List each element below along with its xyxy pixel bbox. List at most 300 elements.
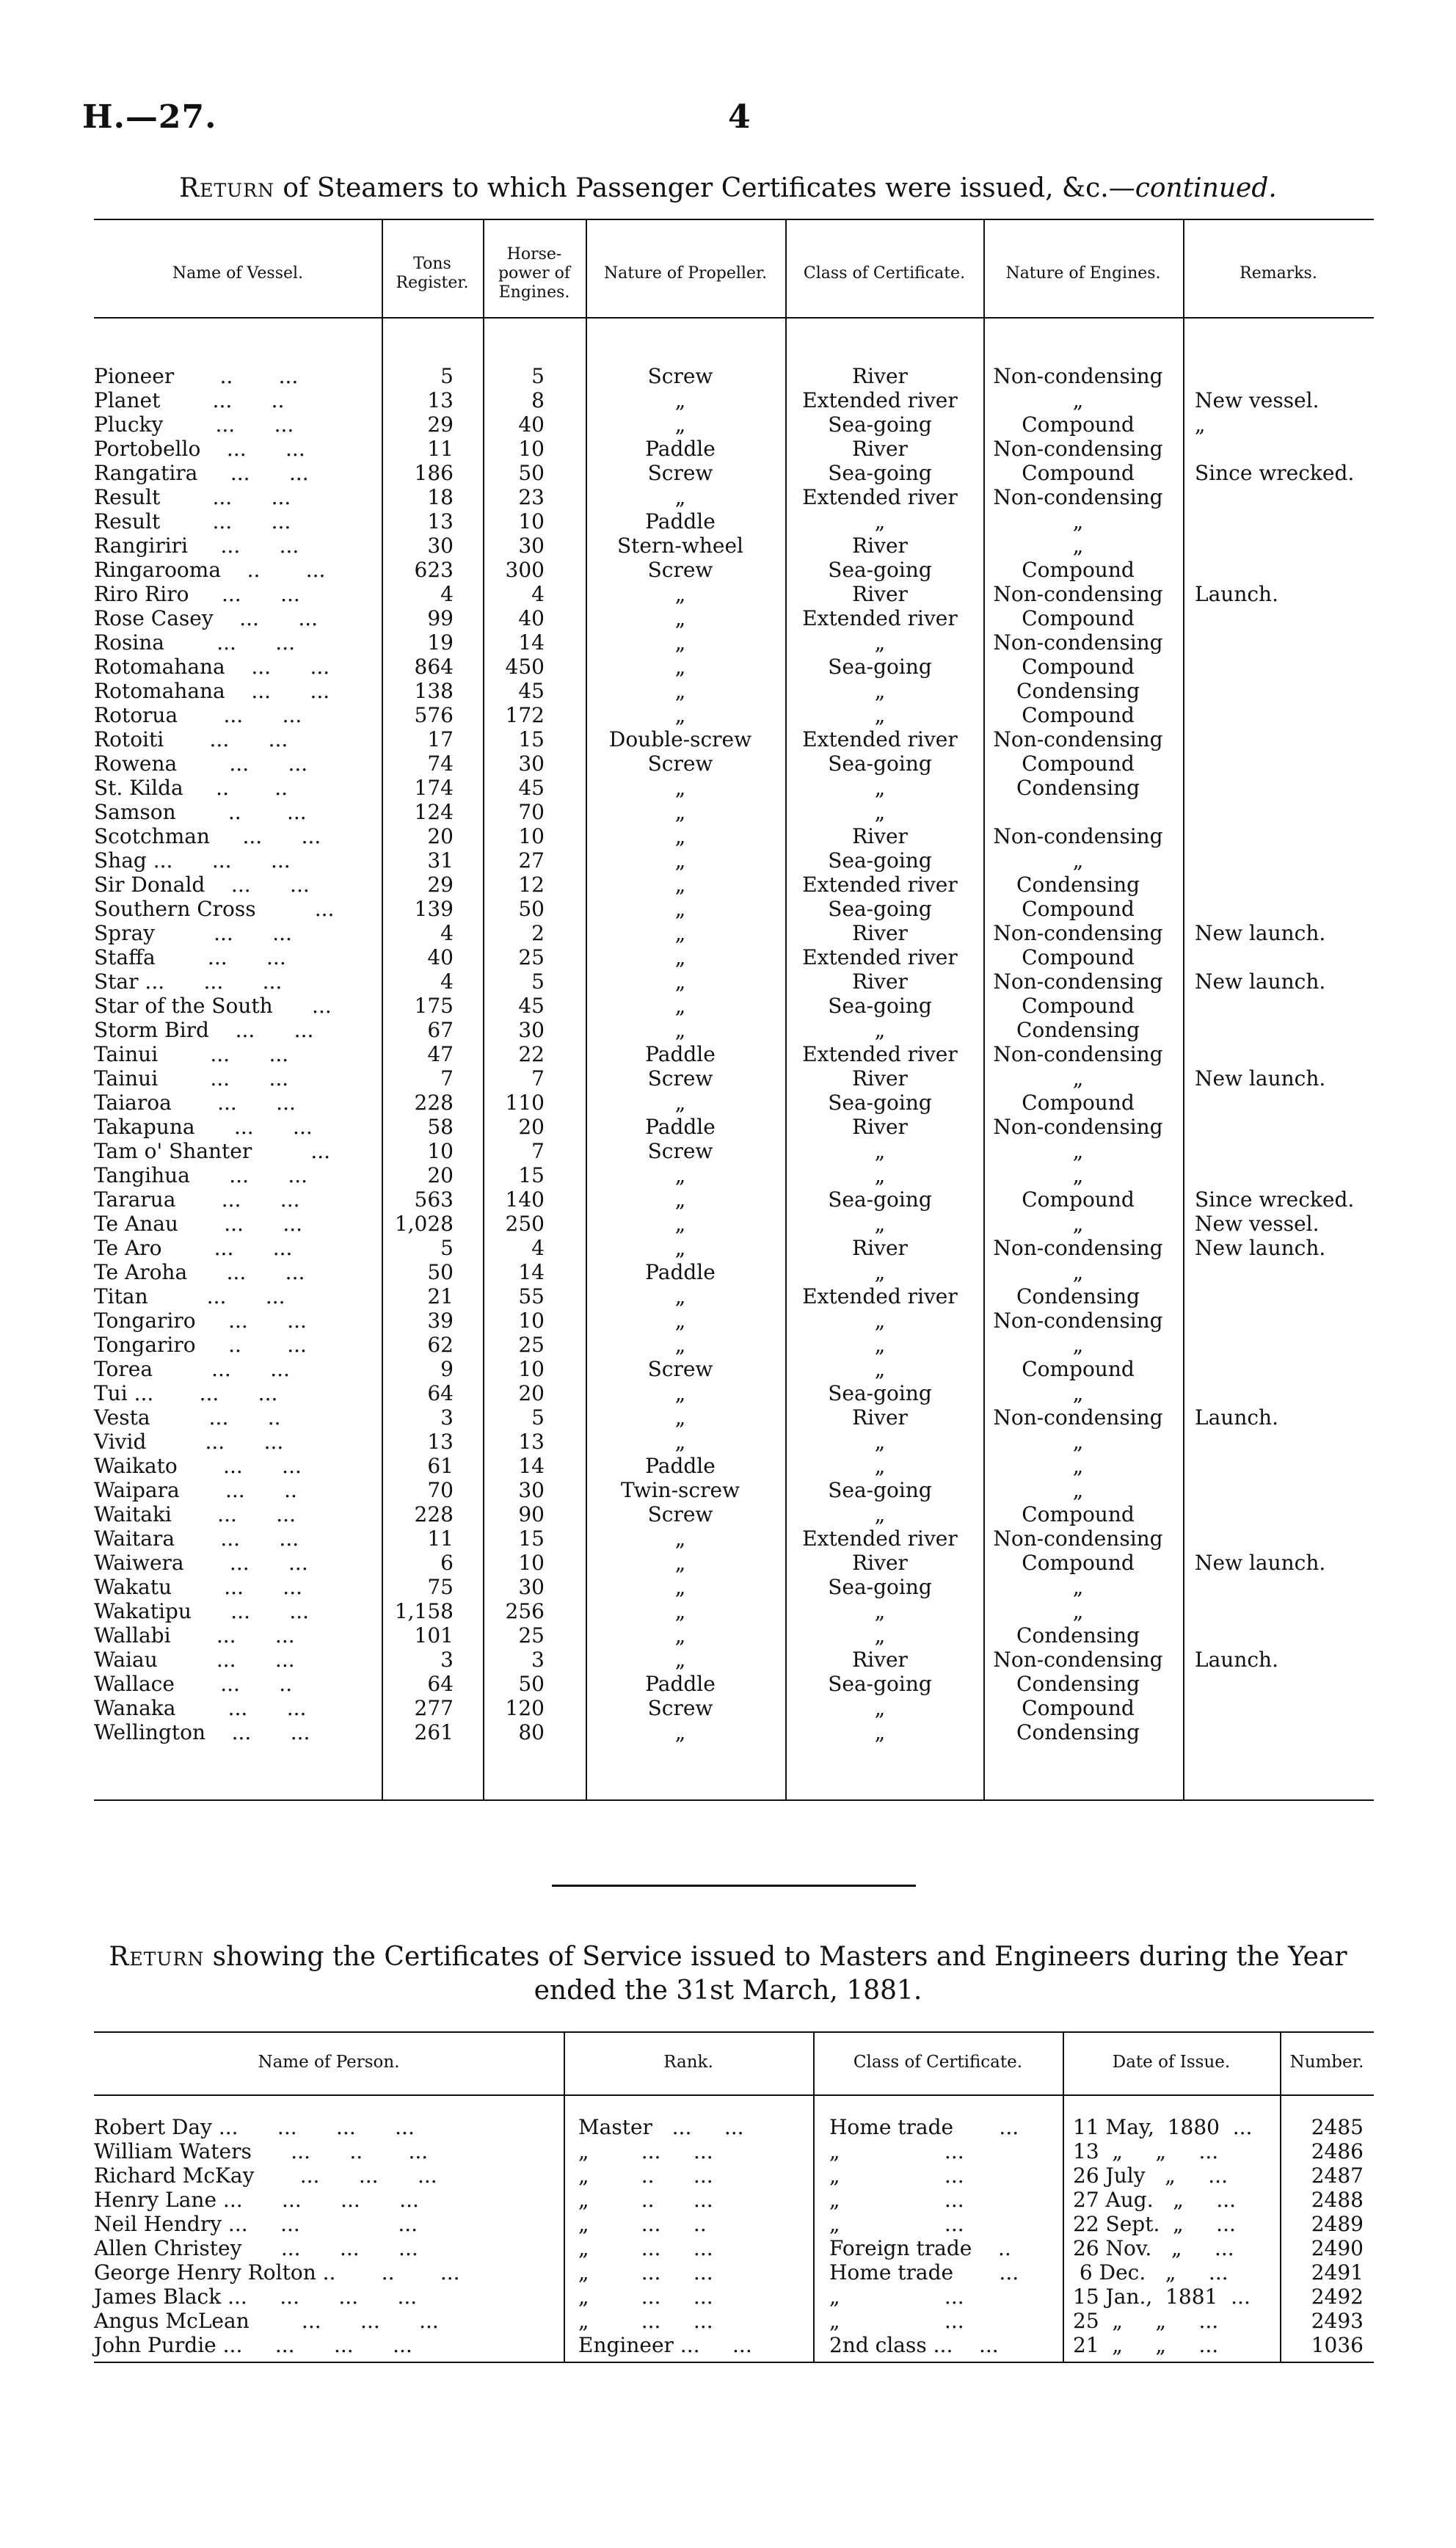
vessel-name-cell: Shag ... ... ... [94, 848, 291, 873]
engines-cell: Non-condensing [993, 969, 1163, 994]
horse-power-cell: 7 [531, 1139, 545, 1163]
table-row [94, 1091, 1374, 1115]
vessel-name-cell: Wanaka ... ... [94, 1696, 307, 1720]
engines-cell: Compound [1022, 1357, 1135, 1381]
table2-title [0, 1942, 1456, 1972]
tons-register-cell: 17 [427, 727, 454, 751]
certificate-class-cell: „ [874, 1430, 886, 1454]
engines-cell: Compound [1022, 606, 1135, 630]
header-propeller: Nature of Propeller. [603, 264, 768, 283]
remarks-cell: Launch. [1195, 582, 1278, 606]
header-date-of-issue: Date of Issue. [1112, 2053, 1231, 2072]
engines-cell: Non-condensing [993, 364, 1163, 388]
vessel-name-cell: Sir Donald ... ... [94, 873, 310, 897]
person-name-cell: Allen Christey ... ... ... [94, 2236, 418, 2260]
table-row [94, 1575, 1374, 1599]
engines-cell: Non-condensing [993, 727, 1163, 751]
horse-power-cell: 14 [518, 630, 545, 655]
vessel-name-cell: Rose Casey ... ... [94, 606, 318, 630]
propeller-cell: Twin-screw [620, 1478, 740, 1502]
propeller-cell: „ [674, 1284, 686, 1308]
tons-register-cell: 70 [427, 1478, 454, 1502]
vessel-name-cell: Tainui ... ... [94, 1066, 289, 1091]
table2-header-rule [94, 2094, 1374, 2096]
tons-register-cell: 4 [440, 969, 454, 994]
propeller-cell: Screw [647, 1357, 713, 1381]
header-tons-register: Tons Register. [396, 255, 469, 292]
propeller-cell: „ [674, 945, 686, 969]
certificate-class-cell: River [852, 437, 908, 461]
engines-cell: „ [1072, 1139, 1084, 1163]
table-row [94, 1648, 1374, 1672]
tons-register-cell: 228 [414, 1502, 454, 1526]
remarks-cell: New launch. [1195, 1066, 1326, 1091]
vessel-name-cell: Te Aro ... ... [94, 1236, 293, 1260]
rank-cell: „ ... ... [578, 2309, 713, 2333]
vessel-name-cell: Tongariro .. ... [94, 1333, 307, 1357]
engines-cell: „ [1072, 1454, 1084, 1478]
tons-register-cell: 563 [414, 1187, 454, 1212]
vessel-name-cell: Scotchman ... ... [94, 824, 321, 848]
header-rank: Rank. [663, 2053, 713, 2072]
vessel-name-cell: Rangatira ... ... [94, 461, 309, 485]
table2-title-line2: ended the 31st March, 1881. [534, 1976, 922, 2006]
table-row [94, 412, 1374, 437]
propeller-cell: Screw [647, 751, 713, 776]
vessel-name-cell: Titan ... ... [94, 1284, 285, 1308]
certificate-class-cell: Sea-going [828, 655, 932, 679]
horse-power-cell: 300 [505, 558, 545, 582]
propeller-cell: „ [674, 969, 686, 994]
table-row [94, 2309, 1374, 2333]
certificate-class-cell: Extended river [802, 873, 958, 897]
tons-register-cell: 64 [427, 1672, 454, 1696]
propeller-cell: „ [674, 1599, 686, 1623]
vessel-name-cell: Wellington ... ... [94, 1720, 310, 1744]
certificate-class-cell: „ ... [829, 2285, 964, 2309]
tons-register-cell: 576 [414, 703, 454, 727]
certificate-class-cell: River [852, 824, 908, 848]
header-certificate-class: Class of Certificate. [803, 264, 966, 283]
table2-body [94, 2115, 1374, 2357]
date-of-issue-cell: 11 May, 1880 ... [1073, 2115, 1253, 2139]
vessel-name-cell: Wakatu ... ... [94, 1575, 302, 1599]
certificate-class-cell: „ ... [829, 2212, 964, 2236]
tons-register-cell: 11 [427, 437, 454, 461]
certificate-class-cell: „ ... [829, 2139, 964, 2163]
tons-register-cell: 58 [427, 1115, 454, 1139]
table-row [94, 1551, 1374, 1575]
tons-register-cell: 4 [440, 921, 454, 945]
propeller-cell: Screw [647, 461, 713, 485]
certificate-class-cell: Sea-going [828, 461, 932, 485]
table-row [94, 727, 1374, 751]
tons-register-cell: 9 [440, 1357, 454, 1381]
table-row [94, 1405, 1374, 1430]
table-row [94, 1454, 1374, 1478]
certificate-class-cell: „ [874, 800, 886, 824]
person-name-cell: Henry Lane ... ... ... ... [94, 2188, 419, 2212]
header-engines: Nature of Engines. [1005, 264, 1161, 283]
table-row [94, 558, 1374, 582]
engines-cell: Non-condensing [993, 1236, 1163, 1260]
horse-power-cell: 25 [518, 945, 545, 969]
engines-cell: „ [1072, 1381, 1084, 1405]
certificate-number-cell: 2490 [1311, 2236, 1364, 2260]
tons-register-cell: 6 [440, 1551, 454, 1575]
certificate-class-cell: „ [874, 703, 886, 727]
propeller-cell: Stern-wheel [617, 534, 743, 558]
remarks-cell: Since wrecked. [1195, 1187, 1355, 1212]
propeller-cell: Double-screw [608, 727, 752, 751]
person-name-cell: George Henry Rolton .. .. ... [94, 2260, 460, 2285]
horse-power-cell: 15 [518, 727, 545, 751]
tons-register-cell: 61 [427, 1454, 454, 1478]
tons-register-cell: 1,158 [394, 1599, 454, 1623]
tons-register-cell: 3 [440, 1648, 454, 1672]
date-of-issue-cell: 27 Aug. „ ... [1073, 2188, 1237, 2212]
horse-power-cell: 10 [518, 437, 545, 461]
engines-cell: „ [1072, 1430, 1084, 1454]
tons-register-cell: 5 [440, 364, 454, 388]
tons-register-cell: 3 [440, 1405, 454, 1430]
table-row [94, 1212, 1374, 1236]
vessel-name-cell: Tam o' Shanter ... [94, 1139, 331, 1163]
certificate-class-cell: Extended river [802, 485, 958, 509]
certificate-class-cell: „ [874, 1212, 886, 1236]
engines-cell: „ [1072, 1478, 1084, 1502]
person-name-cell: Neil Hendry ... ... ... [94, 2212, 418, 2236]
horse-power-cell: 4 [531, 1236, 545, 1260]
horse-power-cell: 10 [518, 1308, 545, 1333]
horse-power-cell: 13 [518, 1430, 545, 1454]
vessel-name-cell: Taiaroa ... ... [94, 1091, 296, 1115]
table-row [94, 751, 1374, 776]
certificate-class-cell: Extended river [802, 945, 958, 969]
vessel-name-cell: Te Aroha ... ... [94, 1260, 305, 1284]
horse-power-cell: 15 [518, 1526, 545, 1551]
horse-power-cell: 5 [531, 969, 545, 994]
horse-power-cell: 3 [531, 1648, 545, 1672]
vessel-name-cell: Takapuna ... ... [94, 1115, 313, 1139]
remarks-cell: Launch. [1195, 1648, 1278, 1672]
certificate-class-cell: Extended river [802, 606, 958, 630]
vessel-name-cell: Samson .. ... [94, 800, 307, 824]
engines-cell: „ [1072, 388, 1084, 412]
propeller-cell: „ [674, 630, 686, 655]
certificate-class-cell: „ [874, 1720, 886, 1744]
table-row [94, 776, 1374, 800]
propeller-cell: „ [674, 824, 686, 848]
tons-register-cell: 623 [414, 558, 454, 582]
propeller-cell: „ [674, 1720, 686, 1744]
propeller-cell: „ [674, 655, 686, 679]
header-horse-power: Horse-power of Engines. [498, 245, 571, 302]
vessel-name-cell: Tongariro ... ... [94, 1308, 307, 1333]
vessel-name-cell: Storm Bird ... ... [94, 1018, 314, 1042]
horse-power-cell: 25 [518, 1333, 545, 1357]
certificate-class-cell: Extended river [802, 1284, 958, 1308]
horse-power-cell: 40 [518, 412, 545, 437]
tons-register-cell: 20 [427, 824, 454, 848]
engines-cell: Compound [1022, 994, 1135, 1018]
rank-cell: Engineer ... ... [578, 2333, 752, 2357]
engines-cell: Compound [1022, 412, 1135, 437]
table-row [94, 655, 1374, 679]
engines-cell: „ [1072, 848, 1084, 873]
propeller-cell: „ [674, 412, 686, 437]
propeller-cell: „ [674, 679, 686, 703]
tons-register-cell: 186 [414, 461, 454, 485]
table-row [94, 1308, 1374, 1333]
person-name-cell: William Waters ... .. ... [94, 2139, 429, 2163]
table2-title-line1: showing the Certificates of Service issued to Masters and Engineers during the Year [204, 1942, 1347, 1972]
table-row [94, 2260, 1374, 2285]
vessel-name-cell: Result ... ... [94, 509, 291, 534]
certificate-class-cell: „ [874, 776, 886, 800]
certificate-number-cell: 2492 [1311, 2285, 1364, 2309]
vessel-name-cell: Tainui ... ... [94, 1042, 289, 1066]
certificate-class-cell: River [852, 1405, 908, 1430]
horse-power-cell: 50 [518, 1672, 545, 1696]
remarks-cell: Launch. [1195, 1405, 1278, 1430]
horse-power-cell: 80 [518, 1720, 545, 1744]
tons-register-cell: 10 [427, 1139, 454, 1163]
tons-register-cell: 75 [427, 1575, 454, 1599]
propeller-cell: Screw [647, 364, 713, 388]
propeller-cell: „ [674, 800, 686, 824]
table-row [94, 945, 1374, 969]
tons-register-cell: 40 [427, 945, 454, 969]
engines-cell: Condensing [1016, 679, 1140, 703]
table-row [94, 1042, 1374, 1066]
rank-cell: „ ... ... [578, 2285, 713, 2309]
engines-cell: Compound [1022, 655, 1135, 679]
vessel-name-cell: Plucky ... ... [94, 412, 294, 437]
horse-power-cell: 2 [531, 921, 545, 945]
engines-cell: „ [1072, 1333, 1084, 1357]
propeller-cell: Paddle [645, 1672, 716, 1696]
tons-register-cell: 5 [440, 1236, 454, 1260]
engines-cell: Non-condensing [993, 1115, 1163, 1139]
certificate-number-cell: 2488 [1311, 2188, 1364, 2212]
tons-register-cell: 29 [427, 873, 454, 897]
tons-register-cell: 29 [427, 412, 454, 437]
horse-power-cell: 50 [518, 897, 545, 921]
engines-cell: Condensing [1016, 873, 1140, 897]
vessel-name-cell: Waipara ... .. [94, 1478, 297, 1502]
horse-power-cell: 45 [518, 994, 545, 1018]
engines-cell: „ [1072, 1260, 1084, 1284]
vessel-name-cell: Result ... ... [94, 485, 291, 509]
certificate-class-cell: River [852, 921, 908, 945]
horse-power-cell: 7 [531, 1066, 545, 1091]
table-row [94, 2115, 1374, 2139]
certificate-class-cell: „ [874, 1163, 886, 1187]
vessel-name-cell: Staffa ... ... [94, 945, 286, 969]
certificate-number-cell: 2491 [1311, 2260, 1364, 2285]
vessel-name-cell: Rotomahana ... ... [94, 679, 330, 703]
propeller-cell: „ [674, 1333, 686, 1357]
certificate-number-cell: 2489 [1311, 2212, 1364, 2236]
certificate-class-cell: „ [874, 1333, 886, 1357]
table1-body [94, 364, 1374, 1744]
certificate-class-cell: „ [874, 1018, 886, 1042]
horse-power-cell: 90 [518, 1502, 545, 1526]
horse-power-cell: 10 [518, 824, 545, 848]
rank-cell: „ .. ... [578, 2163, 713, 2188]
certificate-class-cell: „ [874, 1357, 886, 1381]
table-row [94, 873, 1374, 897]
propeller-cell: „ [674, 921, 686, 945]
horse-power-cell: 50 [518, 461, 545, 485]
propeller-cell: „ [674, 1091, 686, 1115]
certificate-class-cell: River [852, 582, 908, 606]
certificate-class-cell: Sea-going [828, 1091, 932, 1115]
propeller-cell: „ [674, 1308, 686, 1333]
table-row [94, 848, 1374, 873]
table-row [94, 388, 1374, 412]
page-number: 4 [728, 98, 751, 136]
tons-register-cell: 13 [427, 1430, 454, 1454]
engines-cell: Compound [1022, 1187, 1135, 1212]
vessel-name-cell: Rangiriri ... ... [94, 534, 299, 558]
person-name-cell: James Black ... ... ... ... [94, 2285, 418, 2309]
certificate-class-cell: „ ... [829, 2188, 964, 2212]
engines-cell: „ [1072, 1163, 1084, 1187]
propeller-cell: Screw [647, 558, 713, 582]
tons-register-cell: 50 [427, 1260, 454, 1284]
rank-cell: Master ... ... [578, 2115, 744, 2139]
engines-cell: Condensing [1016, 1672, 1140, 1696]
certificate-class-cell: Sea-going [828, 558, 932, 582]
vessel-name-cell: Ringarooma .. ... [94, 558, 326, 582]
table-row [94, 2163, 1374, 2188]
certificate-class-cell: „ [874, 630, 886, 655]
engines-cell: Condensing [1016, 776, 1140, 800]
vessel-name-cell: Rotoiti ... ... [94, 727, 288, 751]
table-row [94, 509, 1374, 534]
tons-register-cell: 13 [427, 388, 454, 412]
propeller-cell: „ [674, 1551, 686, 1575]
horse-power-cell: 250 [505, 1212, 545, 1236]
certificate-class-cell: River [852, 1236, 908, 1260]
horse-power-cell: 120 [505, 1696, 545, 1720]
vessel-name-cell: Rowena ... ... [94, 751, 308, 776]
remarks-cell: „ [1195, 412, 1206, 437]
horse-power-cell: 22 [518, 1042, 545, 1066]
tons-register-cell: 64 [427, 1381, 454, 1405]
certificate-class-cell: River [852, 1648, 908, 1672]
certificate-class-cell: Sea-going [828, 1187, 932, 1212]
tons-register-cell: 261 [414, 1720, 454, 1744]
propeller-cell: Paddle [645, 437, 716, 461]
propeller-cell: „ [674, 1163, 686, 1187]
tons-register-cell: 4 [440, 582, 454, 606]
engines-cell: Non-condensing [993, 437, 1163, 461]
engines-cell: Condensing [1016, 1720, 1140, 1744]
propeller-cell: „ [674, 848, 686, 873]
propeller-cell: „ [674, 606, 686, 630]
date-of-issue-cell: 15 Jan., 1881 ... [1073, 2285, 1251, 2309]
horse-power-cell: 256 [505, 1599, 545, 1623]
engines-cell: „ [1072, 1212, 1084, 1236]
propeller-cell: Paddle [645, 1260, 716, 1284]
vessel-name-cell: Riro Riro ... ... [94, 582, 300, 606]
horse-power-cell: 30 [518, 534, 545, 558]
person-name-cell: John Purdie ... ... ... ... [94, 2333, 412, 2357]
engines-cell: „ [1072, 509, 1084, 534]
vessel-name-cell: Star of the South ... [94, 994, 332, 1018]
horse-power-cell: 40 [518, 606, 545, 630]
tons-register-cell: 19 [427, 630, 454, 655]
table-row [94, 2212, 1374, 2236]
propeller-cell: „ [674, 1187, 686, 1212]
engines-cell: Compound [1022, 1696, 1135, 1720]
table-row [94, 606, 1374, 630]
vessel-name-cell: Tararua ... ... [94, 1187, 300, 1212]
engines-cell: Non-condensing [993, 1526, 1163, 1551]
table2-title-caps: Return [109, 1942, 205, 1972]
horse-power-cell: 14 [518, 1454, 545, 1478]
tons-register-cell: 124 [414, 800, 454, 824]
table-row [94, 1284, 1374, 1308]
horse-power-cell: 55 [518, 1284, 545, 1308]
engines-cell: Non-condensing [993, 1042, 1163, 1066]
rank-cell: „ ... .. [578, 2212, 707, 2236]
propeller-cell: „ [674, 1381, 686, 1405]
engines-cell: Condensing [1016, 1018, 1140, 1042]
section-separator [552, 1885, 916, 1887]
certificate-class-cell: Extended river [802, 388, 958, 412]
vessel-name-cell: Vesta ... .. [94, 1405, 281, 1430]
tons-register-cell: 62 [427, 1333, 454, 1357]
engines-cell: „ [1072, 534, 1084, 558]
person-name-cell: Angus McLean ... ... ... [94, 2309, 439, 2333]
table-row [94, 1163, 1374, 1187]
horse-power-cell: 10 [518, 1551, 545, 1575]
table-row [94, 2139, 1374, 2163]
tons-register-cell: 21 [427, 1284, 454, 1308]
certificate-class-cell: Sea-going [828, 1381, 932, 1405]
horse-power-cell: 110 [505, 1091, 545, 1115]
certificate-class-cell: Sea-going [828, 897, 932, 921]
tons-register-cell: 67 [427, 1018, 454, 1042]
rank-cell: „ ... ... [578, 2260, 713, 2285]
certificate-class-cell: River [852, 1551, 908, 1575]
table1-title-caps: Return [179, 173, 274, 203]
certificate-number-cell: 2493 [1311, 2309, 1364, 2333]
vessel-name-cell: Vivid ... ... [94, 1430, 284, 1454]
tons-register-cell: 31 [427, 848, 454, 873]
propeller-cell: Screw [647, 1502, 713, 1526]
horse-power-cell: 4 [531, 582, 545, 606]
certificate-class-cell: „ [874, 1599, 886, 1623]
vessel-name-cell: Waiau ... ... [94, 1648, 295, 1672]
certificate-class-cell: „ ... [829, 2163, 964, 2188]
certificate-class-cell: 2nd class ... ... [829, 2333, 999, 2357]
remarks-cell: New launch. [1195, 921, 1326, 945]
engines-cell: Non-condensing [993, 1648, 1163, 1672]
tons-register-cell: 20 [427, 1163, 454, 1187]
vessel-name-cell: Rosina ... ... [94, 630, 295, 655]
table-row [94, 1672, 1374, 1696]
horse-power-cell: 140 [505, 1187, 545, 1212]
table-row [94, 679, 1374, 703]
table-row [94, 1502, 1374, 1526]
propeller-cell: „ [674, 485, 686, 509]
propeller-cell: „ [674, 776, 686, 800]
